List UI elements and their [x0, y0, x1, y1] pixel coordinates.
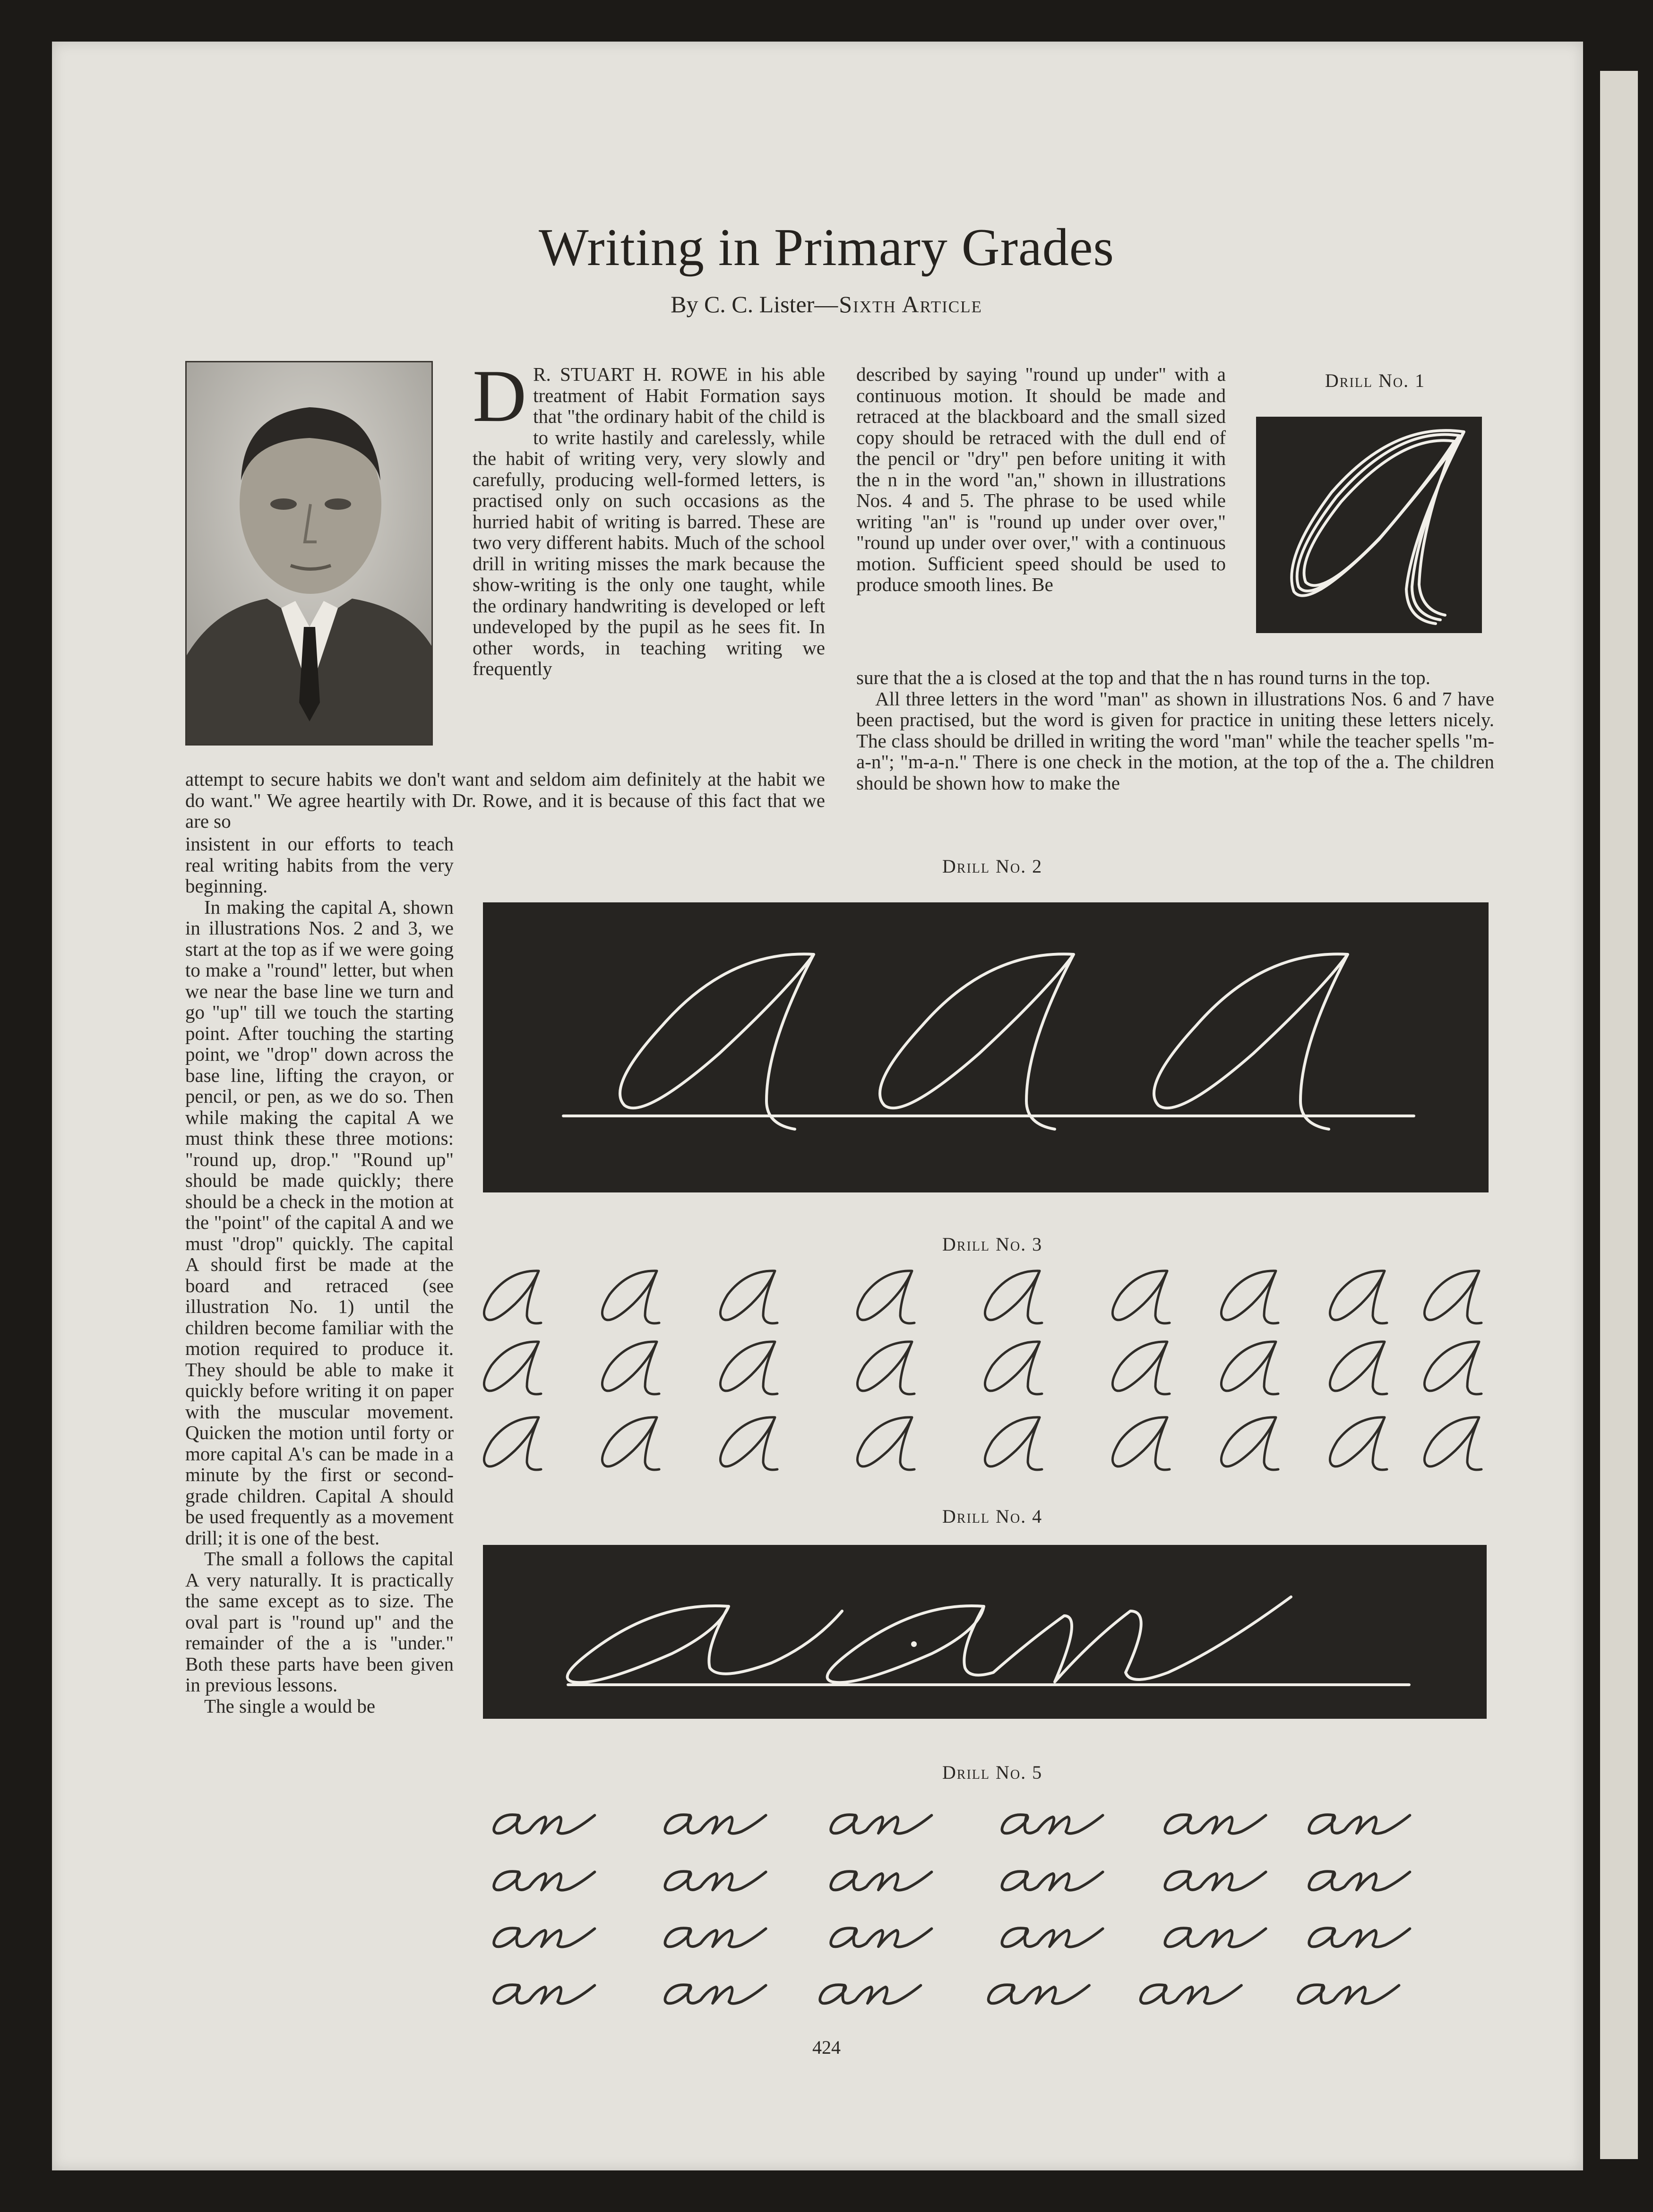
drill-2-caption: Drill No. 2	[942, 856, 1043, 877]
paragraph: All three letters in the word "man" as shown in illustrations Nos. 6 and 7 have been practised, but the word is given for practice in uniting these letters nicely. The class should be drilled in writing the word "man" while the teacher spells "m-a-n"; "m-a-n." There is one check in the motion, at the top of the a. The children should be shown how to make the	[856, 687, 1494, 794]
author-portrait	[185, 361, 433, 746]
drill-3-copy	[473, 1266, 1489, 1488]
drill-5-caption: Drill No. 5	[942, 1762, 1043, 1783]
drill-4-panel	[483, 1545, 1487, 1719]
drill-1-caption: Drill No. 1	[1325, 370, 1426, 391]
wide-column-right	[856, 667, 1494, 793]
narrow-column-left	[185, 833, 454, 1716]
drill-3-caption: Drill No. 3	[942, 1234, 1043, 1255]
intro-text: R. STUART H. ROWE in his able treatment of Habit Formation says that "the ordinary habit of the child is to write hastily and carelessly, while the habit of writing very, very slowly and carefully, producing well-formed letters, is practised only on such occasions as the hurried habit of writing is barred. These are two very different habits. Much of the school drill in writing misses the mark because the show-writing is the only one taught, while the ordinary handwriting is developed or left undeveloped by the pupil as he sees fit. In other words, in teaching writing we frequently	[473, 363, 825, 679]
paragraph: sure that the a is closed at the top and that the n has round turns in the top.	[856, 667, 1430, 688]
byline	[0, 291, 1653, 318]
paragraph: The single a would be	[204, 1695, 376, 1717]
narrow-column-right: described by saying "round up under" with a continuous motion. It should be made and retraced at the blackboard and the small sized copy should be retraced with the dull end of the pencil or "dry" pen before uniting it with the n in the word "an," shown in illustrations Nos. 4 and 5. The phrase to be used while writing "an" is "round up under over over," "round up under over over," with a continuous motion. Sufficient speed should be used to produce smooth lines. Be	[856, 363, 1226, 595]
byline-series: —Sixth Article	[814, 291, 982, 317]
drill-2-panel	[483, 902, 1489, 1192]
intro-continuation: attempt to secure habits we don't want and seldom aim definitely at the habit we do want." We agree heartily with Dr. Rowe, and it is because of this fact that we are so	[185, 768, 825, 832]
article-title: Writing in Primary Grades	[538, 218, 1114, 277]
drill-1-panel	[1256, 417, 1482, 633]
byline-author: By C. C. Lister	[671, 291, 815, 317]
paragraph: insistent in our efforts to teach real writing habits from the very beginning.	[185, 833, 454, 897]
drop-cap: D	[473, 355, 527, 437]
drill-5-copy	[477, 1795, 1493, 2022]
drill-4-caption: Drill No. 4	[942, 1506, 1043, 1527]
intro-paragraph	[473, 355, 825, 679]
paragraph: In making the capital A, shown in illustrations Nos. 2 and 3, we start at the top as if we were going to make a "round" letter, but when we near the base line we turn and go "up" till we touch the starting point. After touching the starting point, we "drop" down across the base line, lifting the crayon, or pencil, or pen, as we do so. Then while making the capital A we must think these three motions: "round up, drop." "Round up" should be made quickly; there should be a check in the motion at the "point" of the capital A and we must "drop" quickly. The capital A should first be made at the board and retraced (see illustration No. 1) until the children become familiar with the motion required to produce it. They should be able to make it quickly before writing it on paper with the muscular movement. Quicken the motion until forty or more capital A's can be made in a minute by the first or second-grade children. Capital A should be used frequently as a movement drill; it is one of the best.	[185, 896, 454, 1549]
page-number: 424	[812, 2037, 841, 2058]
paragraph: The small a follows the capital A very naturally. It is practically the same except as to size. The oval part is "round up" and the remainder of the a is "under." Both these parts have been given in previous lessons.	[185, 1548, 454, 1696]
facing-page-edge	[1600, 71, 1638, 2159]
